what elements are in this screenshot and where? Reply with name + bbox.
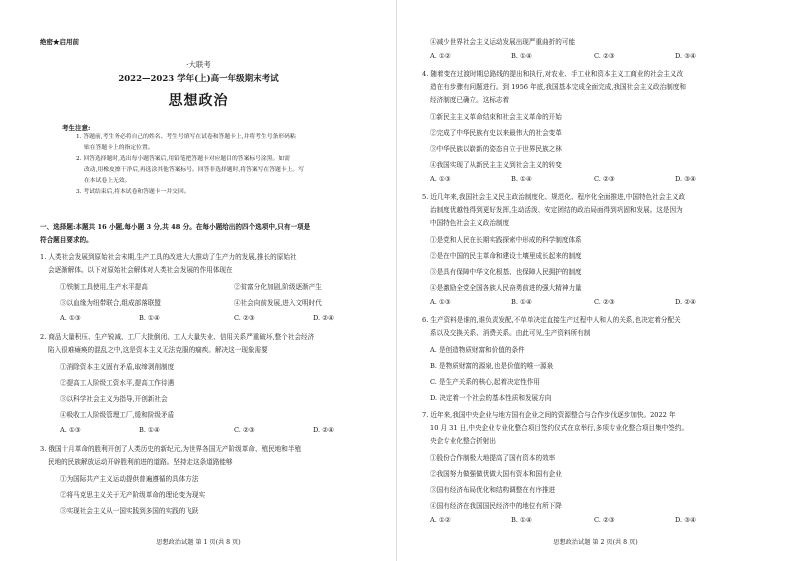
q6-option: A. 是创造物质财富和价值的条件 bbox=[430, 346, 525, 354]
q1-answer: D. ②④ bbox=[313, 314, 335, 322]
q5-stem-cont: 治制度优越性得到更好发挥,生动活泼、安定团结的政治局面得到巩固和发展。这是因为 bbox=[430, 206, 683, 214]
q6-option: C. 是生产关系的核心,起着决定性作用 bbox=[430, 378, 541, 386]
q6-stem-cont: 系以及交换关系、消费关系。由此可见,生产资料所有制 bbox=[430, 329, 591, 337]
q7-option: ②我国努力做强做优做大国有资本和国有企业 bbox=[430, 470, 562, 478]
notice-line: 在本试卷上无效。 bbox=[84, 178, 131, 184]
q2-stem: 2. 商品大量积压、生产锐减、工厂大批倒闭、工人大量失业、信用关系严重破坏,整个社会经济 bbox=[40, 333, 315, 341]
q7-stem-cont: 10 月 31 日,中央企业专业化整合项目签约仪式在京举行,多项专业化整合项目集中签约。 bbox=[430, 424, 689, 432]
notice-line: 3. 考试结束后,将本试卷和答题卡一并交回。 bbox=[76, 189, 190, 195]
q3-stem-cont: 民地的民族解放运动开辟胜利前进的道路。坚持走这条道路能够 bbox=[48, 458, 233, 466]
q7-answer: B. ①④ bbox=[511, 516, 532, 524]
q6-option: D. 决定着一个社会的基本性质和发展方向 bbox=[430, 394, 552, 402]
q1-option: ②贫富分化加剧,阶级逐渐产生 bbox=[234, 283, 322, 291]
notice-line: 贴在答题卡上的指定位置。 bbox=[84, 145, 154, 151]
q5-stem: 5. 近几年来,我国社会主义民主政治制度化、规范化、程序化全面推进,中国特色社会主义政 bbox=[422, 193, 686, 201]
q5-stem-cont: 中国特色社会主义政治制度 bbox=[430, 219, 510, 227]
q5-option: ②是在中国的民主革命和建设土壤里成长起来的制度 bbox=[430, 252, 582, 260]
q3-option: ③实现社会主义从一国实践到多国的实践的飞跃 bbox=[60, 507, 199, 515]
section-title: 一、选择题:本题共 16 小题,每小题 3 分,共 48 分。在每小题给出的四个选项中,只有一项是 bbox=[40, 223, 311, 231]
q3-answer: C. ②③ bbox=[594, 52, 615, 60]
q4-answer: C. ②③ bbox=[594, 175, 615, 183]
subject-title: 思想政治 bbox=[168, 93, 229, 109]
q6-option: B. 是物质财富的源泉,也是价值的唯一源泉 bbox=[430, 362, 554, 370]
q4-answer: D. ③④ bbox=[675, 175, 697, 183]
exam-org: ·大联考 bbox=[186, 60, 211, 69]
q3-stem: 3. 俄国十月革命的胜利开创了人类历史的新纪元,为世界各国无产阶级革命、殖民地和半殖 bbox=[40, 445, 302, 453]
q4-stem-cont: 经济制度已确立。这标志着 bbox=[430, 96, 510, 104]
q2-option: ①消除资本主义固有矛盾,取缔剥削制度 bbox=[60, 363, 175, 371]
q7-option: ④国有经济在我国国民经济中的地位有所下降 bbox=[430, 502, 562, 510]
q7-answer: A. ①② bbox=[430, 516, 451, 524]
q3-answer: D. ③④ bbox=[675, 52, 697, 60]
q1-answer: A. ①③ bbox=[60, 314, 81, 322]
exam-name: 2022—2023 学年(上)高一年级期末考试 bbox=[118, 74, 279, 84]
page-footer: 思想政治试题 第 1 页(共 8 页) bbox=[156, 539, 241, 546]
q4-option: ④我国实现了从新民主主义到社会主义的转变 bbox=[430, 161, 562, 169]
q1-answer: C. ②③ bbox=[234, 314, 255, 322]
confidential-mark: 绝密★启用前 bbox=[40, 38, 79, 46]
q3-answer: B. ①④ bbox=[511, 52, 532, 60]
notice-title: 考生注意: bbox=[62, 124, 91, 132]
page-footer: 思想政治试题 第 2 页(共 8 页) bbox=[553, 539, 638, 546]
q1-option: ①铁制工具使用,生产水平提高 bbox=[60, 283, 148, 291]
q4-answer: A. ①③ bbox=[430, 175, 451, 183]
q1-option: ③以血缘为纽带联合,组成部落联盟 bbox=[60, 299, 162, 307]
q1-option: ④社会向前发展,进入文明时代 bbox=[234, 299, 322, 307]
q2-option: ④吸收工人阶级管理工厂,缓和阶级矛盾 bbox=[60, 411, 175, 419]
q5-answer: D. ②④ bbox=[675, 298, 697, 306]
q7-stem-cont: 央企专业化整合折射出 bbox=[430, 437, 496, 445]
q1-stem: 1. 人类社会发展到原始社会末期,生产工具的改进大大推动了生产力的发展,推长的原始社 bbox=[40, 253, 297, 261]
notice-line: 改动,用橡皮擦干净后,再选涂其他答案标号。回答非选择题时,将答案写在答题卡上。写 bbox=[84, 167, 305, 173]
q7-answer: D. ③④ bbox=[675, 516, 697, 524]
q2-answer: B. ①④ bbox=[139, 426, 160, 434]
q5-answer: B. ①④ bbox=[511, 298, 532, 306]
section-title-cont: 符合题目要求的。 bbox=[40, 236, 93, 244]
q3-option: ①为国际共产主义运动提供普遍遵循的具体方法 bbox=[60, 475, 199, 483]
q5-option: ④是激励全党全国各族人民奋勇前进的强大精神力量 bbox=[430, 284, 582, 292]
q7-option: ③国有经济布局优化和结构调整在有序推进 bbox=[430, 486, 556, 494]
q2-stem-cont: 陷入很难瘫痪的混乱之中,这是资本主义无法克服的痼疾。解决这一现象需要 bbox=[48, 346, 268, 354]
q4-option: ③中华民族以崭新的姿态自立于世界民族之林 bbox=[430, 145, 562, 153]
q1-answer: B. ①④ bbox=[139, 314, 160, 322]
q2-option: ③以科学社会主义为指导,开创新社会 bbox=[60, 395, 168, 403]
q4-option: ①新民主主义革命结束和社会主义革命的开始 bbox=[430, 113, 562, 121]
q7-answer: C. ②③ bbox=[594, 516, 615, 524]
q4-stem-cont: 造在有步骤有问题进行。到 1956 年底,我国基本完成全面完成,我国社会主义政治制度和 bbox=[430, 83, 686, 91]
q7-option: ①股份合作制极大地提高了国有资本的效率 bbox=[430, 454, 556, 462]
q5-option: ①是党和人民在长期实践探索中形成的科学制度体系 bbox=[430, 236, 582, 244]
q3-answer: A. ①② bbox=[430, 52, 451, 60]
q2-answer: D. ②④ bbox=[313, 426, 335, 434]
q5-answer: C. ②③ bbox=[594, 298, 615, 306]
q1-stem-cont: 会逐渐解体。以下对原始社会解体对人类社会发展的作用体现在 bbox=[48, 266, 233, 274]
q7-stem: 7. 近年来,我国中央企业与地方国有企业之间的资源整合与合作步伐逐步加快。2022 年 bbox=[422, 411, 676, 419]
q4-stem: 4. 随着变在过渡时期总路线的提出和执行,对农业、手工业和资本主义工商业的社会主义改 bbox=[422, 70, 684, 78]
notice-line: 2. 回答选择题时,选出每小题答案后,用铅笔把答题卡对应题目的答案标号涂黑。如需 bbox=[76, 156, 290, 162]
q4-answer: B. ①④ bbox=[511, 175, 532, 183]
notice-line: 1. 答题前,考生务必将自己的姓名、考生号填写在试卷和答题卡上,并将考生号条形码粘 bbox=[76, 134, 296, 140]
q3-option: ②将马克思主义关于无产阶级革命的理论变为现实 bbox=[60, 491, 206, 499]
right-page bbox=[397, 0, 794, 561]
q6-stem: 6. 生产资料是谁的,谁负责发配,不单单决定直接生产过程中人和人的关系,也决定着分配关 bbox=[422, 316, 681, 324]
q3-option: ④减少世界社会主义运动发展出现严重曲折的可能 bbox=[430, 38, 576, 46]
q2-answer: C. ②③ bbox=[234, 426, 255, 434]
q2-answer: A. ①③ bbox=[60, 426, 81, 434]
q2-option: ②提高工人阶级工资水平,提高工作待遇 bbox=[60, 379, 175, 387]
q4-option: ②完成了中华民族有史以来最伟大的社会变革 bbox=[430, 129, 562, 137]
q5-option: ③是具有保障中华文化根基、也保障人民拥护的制度 bbox=[430, 268, 582, 276]
q5-answer: A. ①③ bbox=[430, 298, 451, 306]
